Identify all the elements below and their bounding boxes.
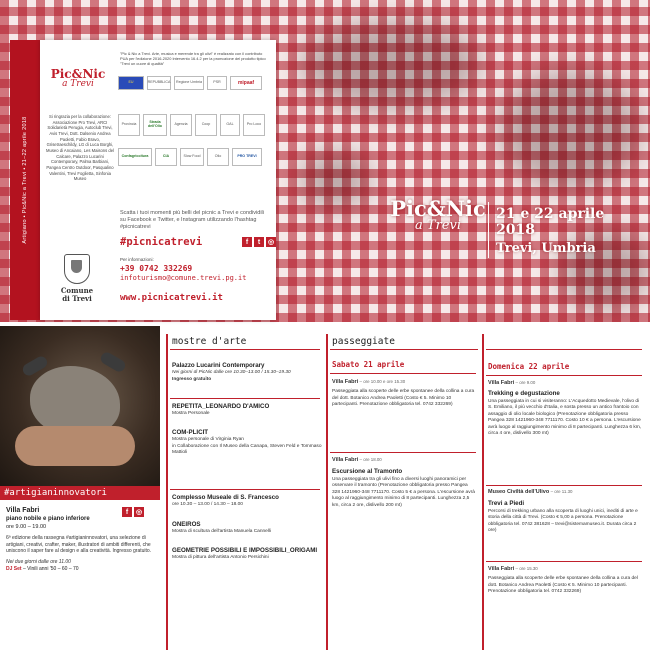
sponsor-logos-row1 (118, 76, 262, 90)
email-link[interactable]: infoturismo@comune.trevi.pg.it (120, 274, 247, 282)
instagram-icon[interactable]: ◎ (135, 509, 143, 516)
pro-trevi-logo: PRO TREVI (232, 148, 262, 166)
walk-item: Villa Fabri – ore 9.00 Trekking e degustazione Una passeggiata in cui si visiteranno: L'Acquedotto Medievale, l'olivo di S. Emiliano, il più vecchio d'Italia, e sosta presso un antico frantoio con assaggio di olio locale biologico (Prenotazione obbligatoria presso Pangea 328 1421960-348 7711170. Costo 10 € a persona. L'escursione avrà luogo al raggiungimento minimo di 8 partecipanti. Lunghezza 6 km, circa 4 ore, dislivello 300 mt) (488, 380, 642, 437)
website-link[interactable]: www.picnicatrevi.it (120, 293, 223, 303)
divider (170, 398, 320, 399)
repubblica-logo: REPUBBLICA (147, 76, 171, 90)
organizers-text: Si ringrazia per la collaborazione: Associazione Pro Trevi, ARCI Solidarietà Perugia, Autoclub Trevi, Avis Trevi, Dott. Dalsenio Andrea Paoletti, Fabio Bravo, Grisetraeschildy, LG di Luca Borghi, Museo di Ancaiano, Les Maisons del Calcare, Palazzo Lucarini Contemporary, Palma Barbiani, Pangea Centro Outdoor, Pasqualino Valentini, Trevi Foglietta, Sinfonia Museo (46, 114, 114, 182)
mostra-item: COM-PLICIT Mostra personale di Virginia Ryan in Collaborazione con Il Museo della Canapa, Steven Feld e Tommaso Mattioli (172, 429, 322, 456)
mostra-item: Palazzo Lucarini Contemporary Nei giorni di PicNic dalle ore 10.30–13.00 / 15.30–19.30 Ingresso gratuito (172, 362, 291, 382)
mipaaf-logo: mipaaf (230, 76, 262, 90)
pro-loco-logo: Pro Loco (243, 114, 265, 136)
comune-name: Comune di Trevi (60, 286, 94, 303)
hero-brand (378, 198, 498, 233)
passeggiate-heading: passeggiate (330, 334, 478, 350)
divider (170, 489, 320, 490)
divider (486, 375, 642, 376)
artisan-hashtag: #artigianinnovatori (4, 488, 107, 498)
walk-item: Villa Fabri – ore 18.00 Escursione al Tramonto Una passeggiata tra gli ulivi fino a diversi luoghi panoramici per osservare il tramonto (Prenotazione obbligatoria presso Pangea 328 1421960-348 7711170. Costo 5 € a persona. L'escursione avrà luogo al raggiungimento minimo di 8 partecipanti. Lunghezza 2,5 km, circa 2 ore, dislivello 200 mt) (332, 457, 475, 508)
eu-flag-logo: EU (118, 76, 144, 90)
divider (486, 485, 642, 486)
mostra-item: ONEIROS Mostra di scultura dell'artista Manuela Cannelli (172, 521, 272, 535)
mostra-item: GEOMETRIE POSSIBILI E IMPOSSIBILI_ORIGAMI Mostra di pittura dell'artista Antonio Persichini (172, 547, 318, 561)
sponsor-logos-row2 (118, 114, 265, 136)
walk-item: Villa Fabri – ore 15.30 Passeggiata alla scoperte delle erbe spontanee della collina a cura del dott. Botanico Andrea Paoletti (Costo € 5. Minimo 10 partecipanti. Prenotazione obbligatoria tel. 0742 332269) (488, 566, 638, 595)
day-heading-domenica: Domenica 22 aprile (488, 362, 570, 371)
olio-logo: Olio (207, 148, 229, 166)
column-separator (482, 334, 484, 650)
leaf-shadow (500, 70, 640, 190)
social-icons (242, 237, 276, 247)
agenzia-logo: Agenzia (170, 114, 192, 136)
mostre-column (170, 334, 320, 350)
provincia-logo: Provincia (118, 114, 140, 136)
psr-logo: PSR (207, 76, 227, 90)
leaf-shadow (300, 20, 480, 110)
mostre-heading: mostre d'arte (170, 334, 320, 350)
photo-hands (15, 426, 135, 466)
walk-item: Museo Civiltà dell'Ulivo – ore 11.30 Trevi a Piedi Percorsi di trekking urbano alla scoperta di luoghi unici, inediti di arte e storia della città di Trevi. (Costo € 5,00 a persona. Prenotazione obbligatoria tel. 0742 381628 – trevi@sistemamuseo.it. Durata circa 2 ore) (488, 489, 638, 534)
vertical-strip-text: Artigiano • Pic&Nic a Trevi • 21–22 aprile 2018 (22, 116, 28, 244)
gal-logo: GAL (220, 114, 240, 136)
card-logo (48, 68, 108, 90)
info-label: Per informazioni: (120, 257, 154, 262)
twitter-icon[interactable]: t (254, 237, 264, 247)
confagricoltura-logo: Confagricoltura (118, 148, 152, 166)
card-logo-main: Pic&Nic (50, 67, 106, 81)
column-separator (326, 334, 328, 650)
hero-dates (496, 206, 646, 257)
phone-number[interactable]: +39 0742 332269 (120, 264, 193, 273)
artisan-photo (0, 326, 160, 488)
hashtag: #picnicatrevi (120, 236, 203, 248)
hero-date-days: 21 e 22 aprile (496, 206, 605, 222)
artisan-dj: DJ Set – Vinili anni '50 – 60 – 70 (6, 565, 79, 572)
artisan-description: 6ª edizione della rassegna #artigianinnovatori, una selezione di artigiani, creativi, crafter, maker, illustratori di ambiti differenti, che uniscono il saper fare al design e alla creatività. Ingresso gratuito. (6, 534, 152, 555)
day-heading-sabato: Sabato 21 aprile (332, 360, 405, 369)
artisan-venue: Villa Fabri (6, 507, 40, 514)
hero-place: Trevi, Umbria (496, 241, 596, 257)
mostra-item: Complesso Museale di S. Francesco ore 10.30 – 13.00 / 14.30 – 18.00 (172, 494, 279, 508)
info-card (40, 40, 276, 320)
strada-olio-logo: Strada dell'Olio (143, 114, 167, 136)
divider (486, 561, 642, 562)
funding-note: "Pic & Nic a Trevi. Arte, musica e merende tra gli ulivi" è realizzato con il contributo PUA per l'edizione 2016-2020 Intervento 16.4.2 per la promozione del prodotto tipico "Trevi un cuore di qualità" (120, 51, 266, 67)
facebook-icon[interactable]: f (242, 237, 252, 247)
slow-food-logo: Slow Food (180, 148, 204, 166)
artisan-hours: ore 9.00 – 19.00 (6, 523, 47, 530)
leaf-shadow (300, 150, 370, 210)
hero-date-year: 2018 (496, 222, 535, 239)
divider (330, 373, 476, 374)
artisan-note: Nei due giorni dalle ore 11.00 (6, 559, 71, 566)
facebook-icon[interactable]: f (122, 507, 132, 517)
mostra-item: REPETITA_LEONARDO D'AMICO Mostra Personale (172, 403, 270, 417)
passeggiate-column (330, 334, 478, 350)
artisan-tag-bar (0, 486, 160, 500)
coop-logo: Coop (195, 114, 217, 136)
regione-umbria-logo: Regione Umbria (174, 76, 204, 90)
column-separator (166, 334, 168, 650)
comune-crest-icon (64, 254, 90, 284)
cia-logo: CIA (155, 148, 177, 166)
instagram-icon[interactable]: ◎ (267, 239, 275, 246)
share-text: Scatta i tuoi momenti più belli del picnic a Trevi e condividili su Facebook e Twitter, e Instagram utilizzando l'hashtag #picnicatrevi (120, 210, 264, 231)
hero-divider (488, 202, 489, 258)
hero-brand-main: Pic&Nic (390, 196, 486, 221)
sponsor-logos-row3 (118, 148, 262, 166)
passeggiate-column-right (486, 334, 642, 350)
artisan-floor: piano nobile e piano inferiore (6, 516, 90, 523)
divider (330, 452, 476, 453)
photo-horn (99, 350, 128, 373)
hero-brand-sub: a Trevi (415, 218, 461, 233)
artisan-info (0, 502, 160, 650)
passeggiate-heading-spacer (486, 334, 642, 350)
card-logo-sub: a Trevi (62, 79, 94, 89)
walk-item: Villa Fabri – ore 10.00 e ore 15.30 Passeggiata alla scoperte delle erbe spontanee della collina a cura del dott. Botanico Andrea Paoletti (Costo € 5. Minimo 10 partecipanti. Prenotazione obbligatoria tel. 0742 332269) (332, 379, 475, 408)
